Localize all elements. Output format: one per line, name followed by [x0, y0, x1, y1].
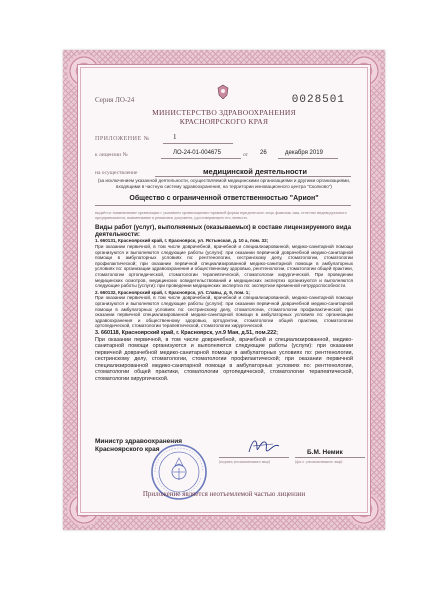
organization-underline	[95, 205, 351, 206]
coat-of-arms-icon	[215, 84, 231, 100]
license-underline	[161, 158, 241, 159]
form-series: Серия ЛО-24	[95, 96, 135, 104]
issue-day: 26	[260, 150, 267, 156]
handwritten-signature-icon	[243, 434, 283, 458]
footer-note: Приложение является неотъемлемой частью лицензии	[142, 490, 306, 498]
date-from-label: от	[243, 152, 249, 158]
activity-note: (за исключением указанной деятельности, осуществляемой медицинскими организациями и другими организациями, входящими в частную систему здравоохранения, на территории инновационного центра "Сколково")	[97, 178, 351, 189]
organization-name: Общество с ограниченной ответственностью "Арион"	[129, 195, 319, 202]
issued-note: выдаётся: наименование организации с указанием организационно-правовой формы юридического лица, фамилия, имя, отчество индивидуального предпринимателя, наименование и реквизиты документа, удостоверяющего его личность	[95, 210, 347, 220]
license-label: к лицензии №	[95, 152, 128, 158]
license-number: ЛО-24-01-004675	[173, 150, 221, 156]
activity-label: на осуществление	[95, 170, 138, 176]
item-address: 1. 660131, Красноярский край, г. Красноярск, ул. Ястынская, д. 10 а, пом. 32;	[95, 238, 269, 244]
item-address: 3. 660118, Красноярский край, г. Красноярск, ул.9 Мая, д.51, пом.222;	[95, 329, 278, 336]
item-text: При оказании первичной, в том числе доврачебной, врачебной и специализированной, медико-санитарной помощи организуются и выполняются следующие работы (услуги): при оказании первичной доврачебной медико-санитарной помощи в амбулаторных условиях по: рентгенологии, сестринскому делу, стоматологии, стоматологии профилактической; при оказании первичной специализированной медико-санитарной помощи в амбулаторных условиях по: организации здравоохранения и общественному здоровью, рентгенологии, стоматологии общей практики, стоматологии ортопедической, стоматологии терапевтической, стоматологии хирургической. При проведении медицинских осмотров, медицинских освидетельствований и медицинских экспертиз организуются и выполняются следующие работы (услуги): при проведении медицинских экспертиз по: экспертизе временной нетрудоспособности.	[95, 244, 353, 289]
signer-title-line-2: Красноярского края	[95, 446, 160, 453]
appendix-underline	[163, 143, 233, 144]
appendix-number: 1	[173, 133, 177, 141]
license-appendix-sheet	[63, 50, 385, 530]
services-heading: Виды работ (услуг), выполняемых (оказываемых) в составе лицензируемого вида деятельности:	[95, 224, 352, 239]
name-caption: (ф.и.о. уполномоченного лица)	[295, 460, 343, 464]
signer-name: Б.М. Немик	[307, 449, 343, 456]
item-address: 2. 660132, Красноярский край, г. Красноярск, ул. Славы, д. 9, пом. 1;	[95, 289, 250, 295]
issue-month-year: декабря 2019	[285, 150, 323, 156]
signer-title-line-1: Министр здравоохранения	[95, 438, 182, 445]
item-text: При оказании первичной, в том числе доврачебной, врачебной и специализированной, медико-санитарной помощи организуются и выполняются следующие работы (услуги): при оказании первичной доврачебной медико-санитарной помощи в амбулаторных условиях по: сестринскому делу, стоматологии, стоматологии профилактической; при оказании первичной специализированной медико-санитарной помощи в амбулаторных условиях по: организации здравоохранения и общественному здоровью, ортодонтии, стоматологии общей практики, стоматологии ортопедической, стоматологии терапевтической, стоматологии хирургической.	[95, 295, 353, 329]
list-item	[95, 238, 353, 288]
signature-underline	[219, 457, 289, 458]
appendix-label: ПРИЛОЖЕНИЕ №	[95, 136, 150, 142]
ministry-line-1: МИНИСТЕРСТВО ЗДРАВООХРАНЕНИЯ	[152, 108, 296, 117]
activity-type: медицинской деятельности	[203, 167, 307, 176]
ministry-line-2: КРАСНОЯРСКОГО КРАЯ	[179, 117, 269, 126]
item-text: При оказании первичной, в том числе доврачебной, врачебной и специализированной, медико-санитарной помощи организуются и выполняются следующие работы (услуги): при оказании первичной доврачебной медико-санитарной помощи в амбулаторных условиях по: рентгенологии, сестринскому делу, стоматологии, стоматологии профилактической; при оказании первичной специализированной медико-санитарной помощи в амбулаторных условиях по: рентгенологии, стоматологии общей практики, стоматологии ортопедической, стоматологии терапевтической, стоматологии хирургической.	[95, 336, 353, 383]
date-underline	[278, 158, 338, 159]
signature-caption: (подпись уполномоченного лица)	[219, 460, 271, 464]
name-underline	[295, 457, 365, 458]
services-list	[95, 224, 353, 384]
list-item	[95, 290, 353, 329]
ministry-title	[95, 108, 353, 126]
list-item	[95, 330, 353, 383]
activity-underline	[155, 176, 351, 177]
form-number: 0028501	[291, 94, 345, 106]
